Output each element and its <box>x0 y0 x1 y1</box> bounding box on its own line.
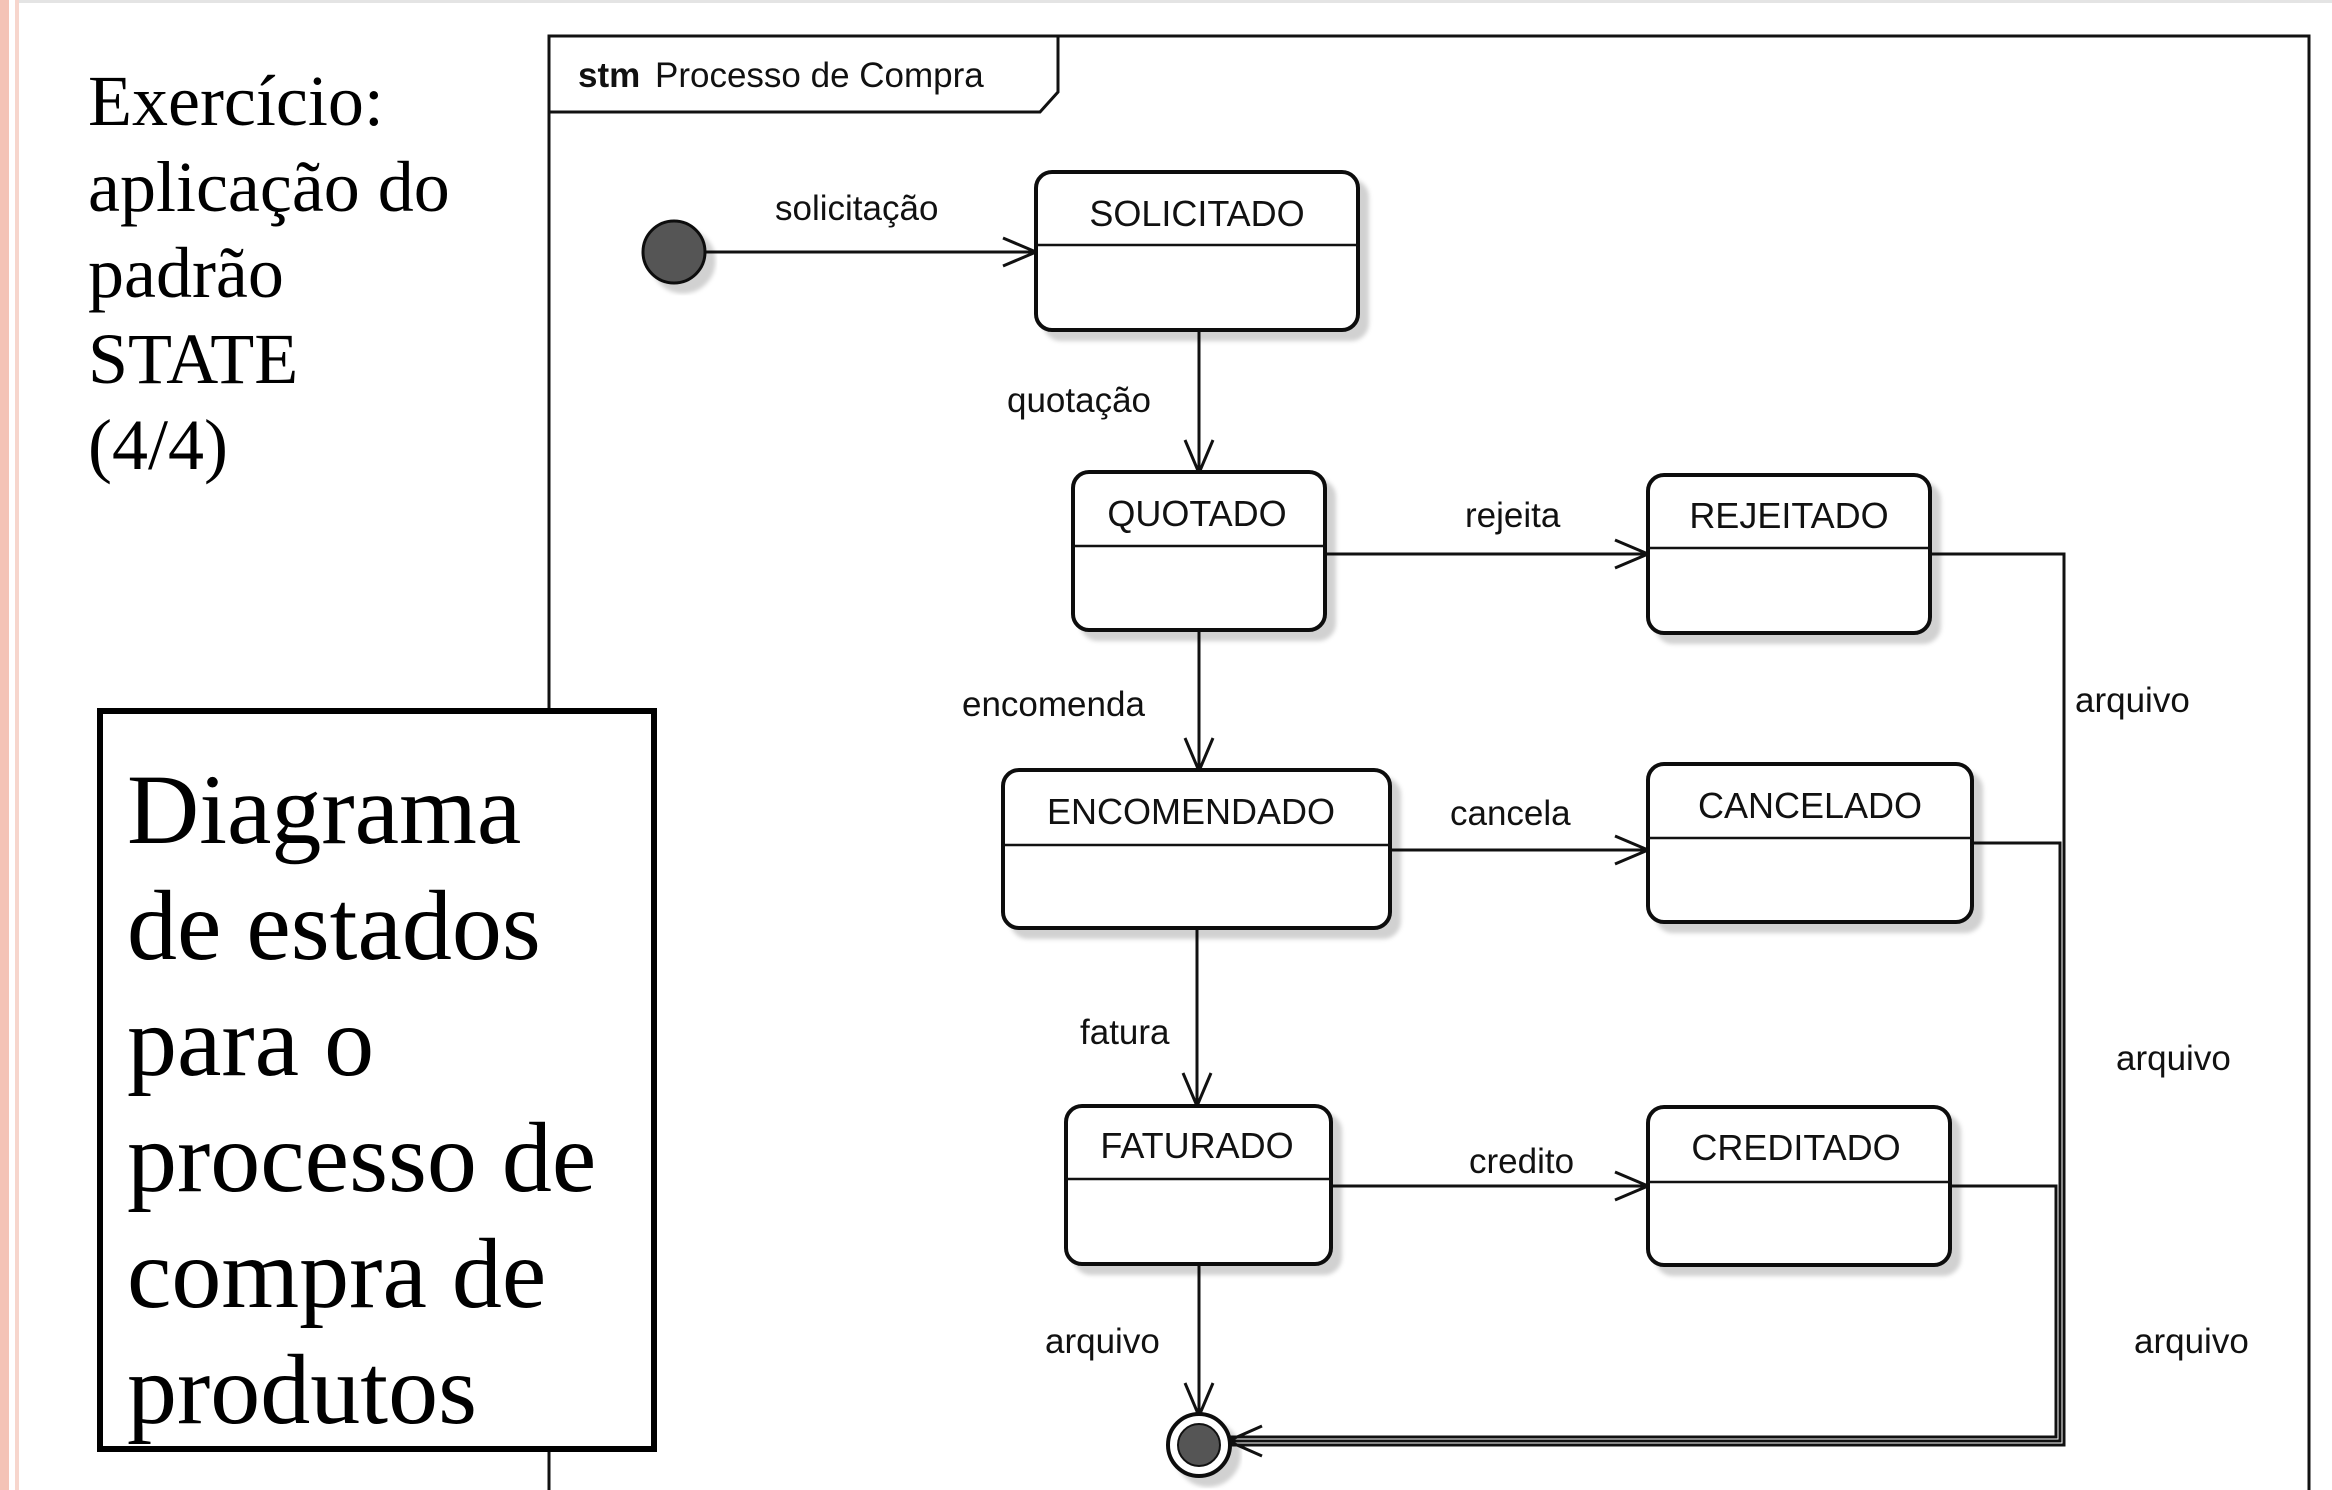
state-quotado-label: QUOTADO <box>1107 493 1287 534</box>
caption-line: processo de <box>127 1102 597 1213</box>
state-quotado[interactable] <box>1073 472 1325 630</box>
state-cancelado-label: CANCELADO <box>1697 785 1923 826</box>
state-faturado[interactable] <box>1066 1106 1331 1264</box>
slide-title-line: Exercício: <box>88 61 384 141</box>
slide-title-line: (4/4) <box>88 405 228 485</box>
label-encomenda: encomenda <box>962 685 1145 724</box>
state-faturado-label: FATURADO <box>1100 1125 1294 1166</box>
slide-title <box>88 58 528 488</box>
slide-title-line: padrão <box>88 233 284 313</box>
state-encomendado-label: ENCOMENDADO <box>1046 791 1336 832</box>
diagram-frame <box>549 36 2309 1490</box>
label-solicitacao: solicitação <box>775 189 939 228</box>
frame-name: Processo de Compra <box>655 56 984 95</box>
caption-line: Diagrama <box>127 754 522 865</box>
frame-keyword: stm <box>578 56 641 95</box>
label-fatura: fatura <box>1080 1013 1170 1052</box>
state-solicitado[interactable] <box>1036 172 1358 330</box>
label-rejeita: rejeita <box>1465 496 1561 535</box>
state-cancelado[interactable] <box>1648 764 1972 922</box>
edge-arquivo-rejeitado <box>1228 554 2064 1445</box>
label-arquivo-faturado: arquivo <box>1045 1322 1160 1361</box>
label-arquivo-rejeitado: arquivo <box>2075 681 2190 720</box>
caption-box <box>97 708 657 1452</box>
slide-title-line: STATE <box>88 319 299 399</box>
label-arquivo-creditado: arquivo <box>2134 1322 2249 1361</box>
state-encomendado[interactable] <box>1003 770 1390 928</box>
label-credito: credito <box>1469 1142 1575 1181</box>
state-creditado-label: CREDITADO <box>1691 1127 1901 1168</box>
label-cancela: cancela <box>1450 794 1571 833</box>
state-creditado[interactable] <box>1648 1107 1950 1265</box>
final-state <box>1168 1414 1230 1476</box>
state-rejeitado-label: REJEITADO <box>1689 495 1889 536</box>
caption-line: compra de <box>127 1218 547 1329</box>
state-solicitado-label: SOLICITADO <box>1089 193 1305 234</box>
caption-line: de estados <box>127 870 541 981</box>
label-quotacao: quotação <box>1007 381 1152 420</box>
state-rejeitado[interactable] <box>1648 475 1930 633</box>
label-arquivo-cancelado: arquivo <box>2116 1039 2231 1078</box>
initial-state <box>643 221 705 283</box>
caption-line: para o <box>127 986 375 1097</box>
slide-title-line: aplicação do <box>88 147 450 227</box>
caption-line: produtos <box>127 1334 477 1445</box>
